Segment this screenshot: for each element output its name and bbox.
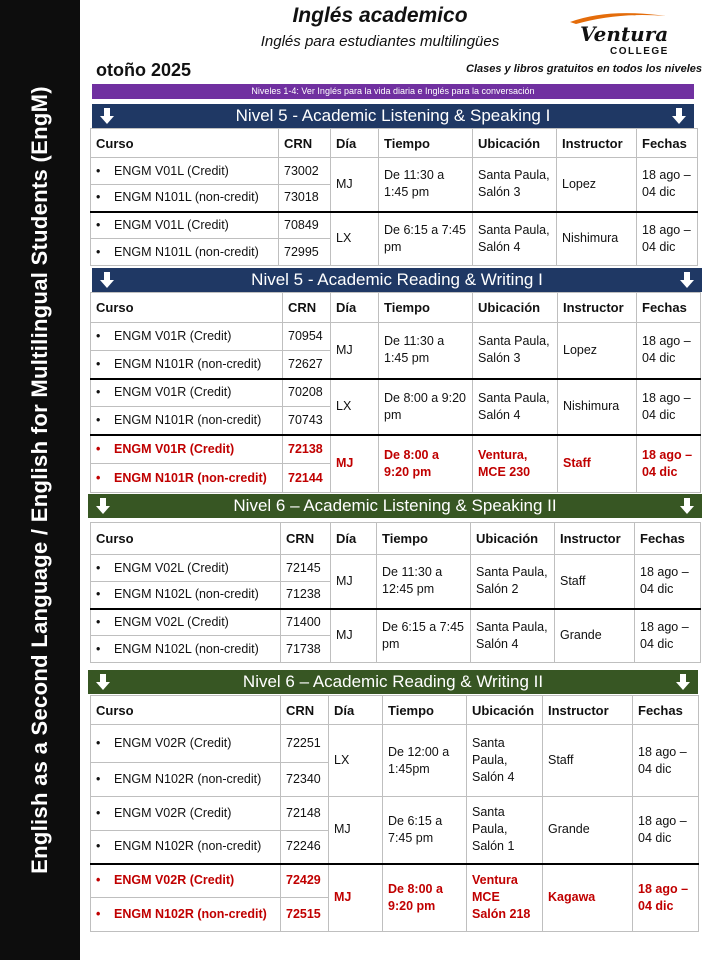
course-name: ENGM N102L (non-credit) (114, 587, 259, 602)
col-dates: Fechas (633, 696, 699, 725)
table-header-row (91, 129, 698, 158)
day: MJ (331, 323, 379, 379)
dates: 18 ago – 04 dic (637, 435, 701, 493)
crn: 71238 (281, 582, 331, 609)
col-day: Día (329, 696, 383, 725)
col-instructor: Instructor (558, 293, 637, 323)
day: LX (331, 379, 379, 435)
section-title: Nivel 6 – Academic Listening & Speaking II (233, 496, 557, 515)
time: De 6:15 a 7:45 pm (379, 212, 473, 266)
page-subtitle: Inglés para estudiantes multilingües (260, 33, 500, 50)
bullet-icon: • (96, 772, 101, 787)
time: De 11:30 a 1:45 pm (379, 323, 473, 379)
term-label: otoño 2025 (96, 60, 192, 80)
dates: 18 ago – 04 dic (635, 609, 701, 663)
location: Santa Paula, Salón 3 (473, 158, 557, 212)
dates: 18 ago – 04 dic (637, 158, 698, 212)
time: De 12:00 a 1:45pm (383, 725, 467, 797)
day: MJ (331, 158, 379, 212)
col-dates: Fechas (635, 523, 701, 555)
bullet-icon: • (96, 329, 101, 344)
course-name: ENGM V01L (Credit) (114, 163, 229, 178)
bullet-icon: • (96, 736, 101, 751)
section-banner (88, 670, 698, 694)
day: LX (329, 725, 383, 797)
col-location: Ubicación (467, 696, 543, 725)
course-name: ENGM V01L (Credit) (114, 217, 229, 232)
table-header-row (91, 293, 701, 323)
bullet-icon: • (96, 441, 101, 456)
schedule-table (90, 292, 701, 493)
course-name: ENGM N102R (non-credit) (114, 907, 267, 922)
col-dates: Fechas (637, 293, 701, 323)
instructor: Grande (555, 609, 635, 663)
course-name: ENGM N101R (non-credit) (114, 356, 262, 371)
crn: 72995 (279, 239, 331, 266)
crn: 72429 (281, 864, 329, 898)
crn: 72627 (283, 351, 331, 379)
col-time: Tiempo (379, 129, 473, 158)
col-day: Día (331, 523, 377, 555)
down-arrow-icon (678, 271, 696, 289)
side-bar (0, 0, 80, 960)
day: MJ (329, 797, 383, 864)
down-arrow-icon (678, 497, 696, 515)
table-row (91, 555, 701, 582)
col-location: Ubicación (473, 129, 557, 158)
dates: 18 ago – 04 dic (633, 725, 699, 797)
course-name: ENGM N101R (non-credit) (114, 412, 262, 427)
location: Ventura MCE Salón 218 (467, 864, 543, 932)
side-title: English as a Second Language / English for Multilingual Students (EngM) (27, 86, 52, 874)
time: De 6:15 a 7:45 pm (377, 609, 471, 663)
logo-sub: COLLEGE (610, 46, 669, 57)
location: Santa Paula, Salón 2 (471, 555, 555, 609)
col-course: Curso (91, 696, 281, 725)
crn: 71738 (281, 636, 331, 663)
crn: 72148 (281, 797, 329, 831)
table-header-row (91, 523, 701, 555)
location: Santa Paula, Salón 4 (471, 609, 555, 663)
col-course: Curso (91, 129, 279, 158)
down-arrow-icon (674, 673, 692, 691)
location: Santa Paula, Salón 4 (467, 725, 543, 797)
col-time: Tiempo (377, 523, 471, 555)
bullet-icon: • (96, 470, 101, 485)
table-header-row (91, 696, 699, 725)
dates: 18 ago – 04 dic (633, 797, 699, 864)
page-title: Inglés academico (292, 4, 468, 27)
schedule-table (90, 695, 699, 932)
course-name: ENGM V01R (Credit) (114, 441, 235, 456)
schedule-table (90, 522, 701, 663)
crn: 70954 (283, 323, 331, 351)
day: MJ (329, 864, 383, 932)
col-course: Curso (91, 293, 283, 323)
instructor: Nishimura (558, 379, 637, 435)
location: Ventura, MCE 230 (473, 435, 558, 493)
instructor: Lopez (557, 158, 637, 212)
course-name: ENGM V02R (Credit) (114, 806, 232, 821)
course-name: ENGM N101L (non-credit) (114, 190, 259, 205)
college-logo (566, 8, 670, 58)
day: MJ (331, 609, 377, 663)
dates: 18 ago – 04 dic (637, 323, 701, 379)
table-row (91, 435, 701, 464)
bullet-icon: • (96, 641, 101, 656)
crn: 70743 (283, 407, 331, 435)
col-instructor: Instructor (543, 696, 633, 725)
course-name: ENGM V02L (Credit) (114, 614, 229, 629)
section-title: Nivel 5 - Academic Listening & Speaking I (235, 106, 551, 125)
dates: 18 ago – 04 dic (633, 864, 699, 932)
section-title: Nivel 6 – Academic Reading & Writing II (242, 672, 544, 691)
course-name: ENGM V02L (Credit) (114, 560, 229, 575)
time: De 11:30 a 12:45 pm (377, 555, 471, 609)
course-name: ENGM V01R (Credit) (114, 385, 232, 400)
table-row (91, 864, 699, 898)
time: De 8:00 a 9:20 pm (379, 435, 473, 493)
crn: 72138 (283, 435, 331, 464)
down-arrow-icon (94, 673, 112, 691)
instructor: Staff (543, 725, 633, 797)
bullet-icon: • (96, 560, 101, 575)
logo-name: Ventura (580, 22, 669, 46)
table-row (91, 323, 701, 351)
course-name: ENGM N102L (non-credit) (114, 641, 259, 656)
schedule-table (90, 128, 698, 266)
bullet-icon: • (96, 907, 101, 922)
instructor: Kagawa (543, 864, 633, 932)
col-day: Día (331, 129, 379, 158)
dates: 18 ago – 04 dic (635, 555, 701, 609)
crn: 70849 (279, 212, 331, 239)
col-dates: Fechas (637, 129, 698, 158)
down-arrow-icon (98, 107, 116, 125)
location: Santa Paula, Salón 4 (473, 379, 558, 435)
instructor: Grande (543, 797, 633, 864)
bullet-icon: • (96, 217, 101, 232)
bullet-icon: • (96, 873, 101, 888)
time: De 11:30 a 1:45 pm (379, 158, 473, 212)
table-row (91, 379, 701, 407)
bullet-icon: • (96, 412, 101, 427)
col-instructor: Instructor (557, 129, 637, 158)
bullet-icon: • (96, 385, 101, 400)
bullet-icon: • (96, 614, 101, 629)
table-row (91, 609, 701, 636)
crn: 72145 (281, 555, 331, 582)
col-location: Ubicación (471, 523, 555, 555)
down-arrow-icon (94, 497, 112, 515)
crn: 72340 (281, 763, 329, 797)
course-name: ENGM N102R (non-credit) (114, 839, 262, 854)
time: De 6:15 a 7:45 pm (383, 797, 467, 864)
bullet-icon: • (96, 244, 101, 259)
course-name: ENGM N101R (non-credit) (114, 470, 267, 485)
crn: 73018 (279, 185, 331, 212)
bullet-icon: • (96, 806, 101, 821)
col-instructor: Instructor (555, 523, 635, 555)
crn: 73002 (279, 158, 331, 185)
free-classes-note: Clases y libros gratuitos en todos los niveles (466, 63, 702, 75)
day: MJ (331, 555, 377, 609)
bullet-icon: • (96, 190, 101, 205)
down-arrow-icon (98, 271, 116, 289)
table-row (91, 158, 698, 185)
crn: 70208 (283, 379, 331, 407)
location: Santa Paula, Salón 3 (473, 323, 558, 379)
col-crn: CRN (281, 523, 331, 555)
col-day: Día (331, 293, 379, 323)
bullet-icon: • (96, 356, 101, 371)
section-banner (92, 268, 702, 292)
time: De 8:00 a 9:20 pm (379, 379, 473, 435)
instructor: Staff (558, 435, 637, 493)
crn: 71400 (281, 609, 331, 636)
col-course: Curso (91, 523, 281, 555)
col-time: Tiempo (383, 696, 467, 725)
instructor: Lopez (558, 323, 637, 379)
crn: 72251 (281, 725, 329, 763)
col-crn: CRN (279, 129, 331, 158)
location: Santa Paula, Salón 4 (473, 212, 557, 266)
col-crn: CRN (281, 696, 329, 725)
table-row (91, 797, 699, 831)
course-name: ENGM V02R (Credit) (114, 873, 235, 888)
table-row (91, 212, 698, 239)
instructor: Nishimura (557, 212, 637, 266)
bullet-icon: • (96, 163, 101, 178)
levels-note: Niveles 1-4: Ver Inglés para la vida diaria e Inglés para la conversación (92, 84, 694, 99)
day: LX (331, 212, 379, 266)
crn: 72144 (283, 464, 331, 493)
bullet-icon: • (96, 839, 101, 854)
instructor: Staff (555, 555, 635, 609)
day: MJ (331, 435, 379, 493)
col-crn: CRN (283, 293, 331, 323)
section-banner (88, 494, 702, 518)
col-location: Ubicación (473, 293, 558, 323)
section-title: Nivel 5 - Academic Reading & Writing I (251, 270, 543, 289)
crn: 72246 (281, 831, 329, 864)
crn: 72515 (281, 898, 329, 932)
course-name: ENGM V02R (Credit) (114, 736, 232, 751)
table-row (91, 725, 699, 763)
bullet-icon: • (96, 587, 101, 602)
dates: 18 ago – 04 dic (637, 379, 701, 435)
time: De 8:00 a 9:20 pm (383, 864, 467, 932)
course-name: ENGM V01R (Credit) (114, 329, 232, 344)
down-arrow-icon (670, 107, 688, 125)
col-time: Tiempo (379, 293, 473, 323)
location: Santa Paula, Salón 1 (467, 797, 543, 864)
section-banner (92, 104, 694, 128)
dates: 18 ago – 04 dic (637, 212, 698, 266)
course-name: ENGM N102R (non-credit) (114, 772, 262, 787)
course-name: ENGM N101L (non-credit) (114, 244, 259, 259)
